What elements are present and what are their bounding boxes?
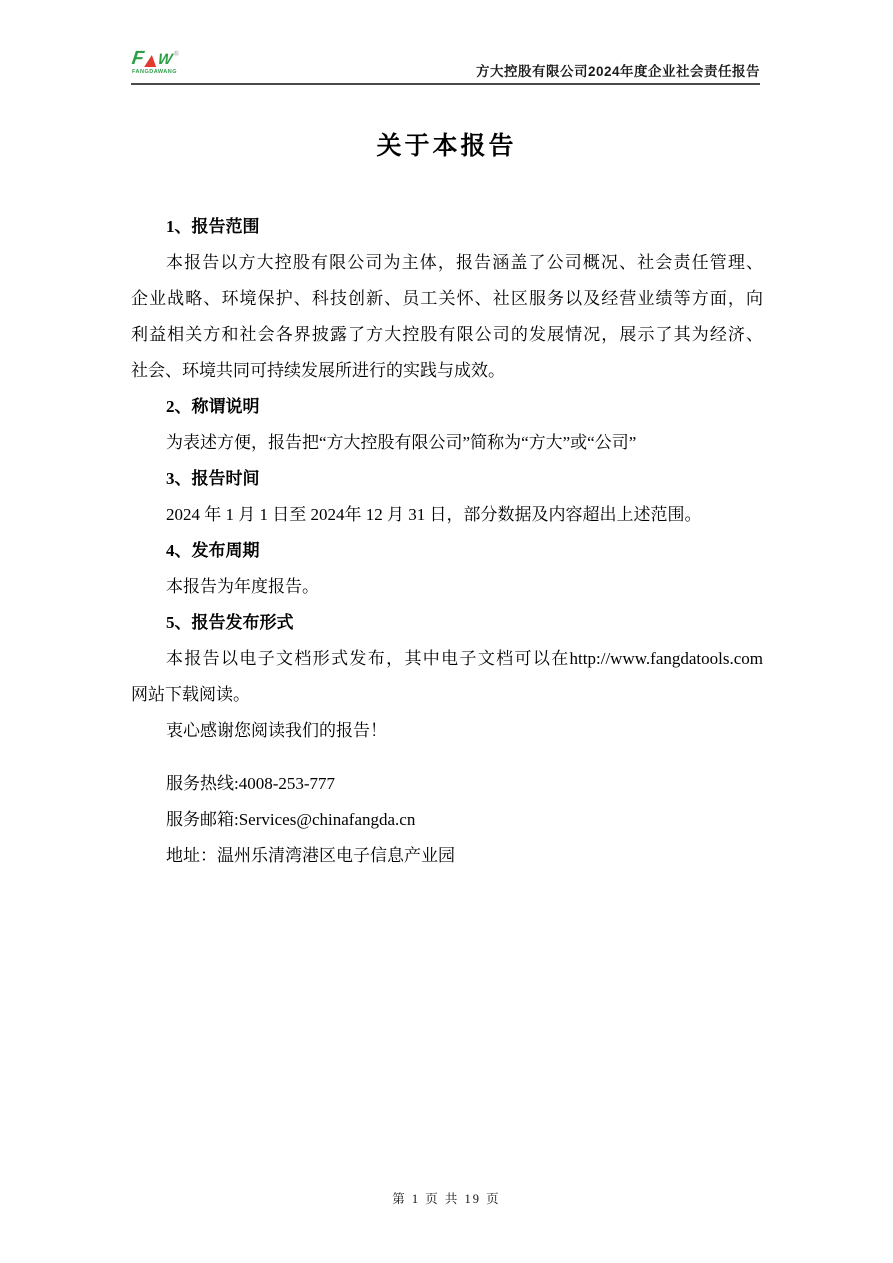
section-heading: 1、报告范围 <box>166 217 260 236</box>
paragraph-line: 本报告为年度报告。 <box>166 577 319 596</box>
section-heading: 4、发布周期 <box>166 541 260 560</box>
report-body <box>131 209 763 874</box>
paragraph-line: 为表述方便，报告把“方大控股有限公司”简称为“方大”或“公司” <box>166 433 637 452</box>
paragraph-line: 社会、环境共同可持续发展所进行的实践与成效。 <box>131 361 505 380</box>
company-address: 地址：温州乐清湾港区电子信息产业园 <box>166 846 455 865</box>
paragraph-line: 利益相关方和社会各界披露了方大控股有限公司的发展情况，展示了其为经济、 <box>131 325 763 344</box>
paragraph-line: 本报告以方大控股有限公司为主体，报告涵盖了公司概况、社会责任管理、 <box>166 253 763 272</box>
paragraph-line: 2024 年 1 月 1 日至 2024年 12 月 31 日，部分数据及内容超出上述范围。 <box>166 505 702 524</box>
paragraph-line: 企业战略、环境保护、科技创新、员工关怀、社区服务以及经营业绩等方面，向 <box>131 289 763 308</box>
section-heading: 5、报告发布形式 <box>166 613 294 632</box>
section-heading: 2、称谓说明 <box>166 397 260 416</box>
page-number: 第 1 页 共 19 页 <box>392 1192 501 1206</box>
section-heading: 3、报告时间 <box>166 469 260 488</box>
service-email: 服务邮箱:Services@chinafangda.cn <box>166 810 416 829</box>
thanks-line: 衷心感谢您阅读我们的报告！ <box>166 721 387 740</box>
paragraph-line: 本报告以电子文档形式发布，其中电子文档可以在http://www.fangdatools.com <box>166 649 763 668</box>
logo-letter-w: W <box>156 51 173 68</box>
page-title: 关于本报告 <box>376 133 517 160</box>
running-header-title: 方大控股有限公司2024年度企业社会责任报告 <box>475 64 760 79</box>
blank-spacer <box>131 749 763 766</box>
logo-letter-f: F <box>130 48 146 69</box>
header-divider <box>131 83 760 85</box>
paragraph-line: 网站下载阅读。 <box>131 685 250 704</box>
service-hotline: 服务热线:4008-253-777 <box>166 774 336 793</box>
logo-subtext: FANGDAWANG <box>132 69 178 75</box>
registered-trademark-icon: ® <box>173 50 180 58</box>
